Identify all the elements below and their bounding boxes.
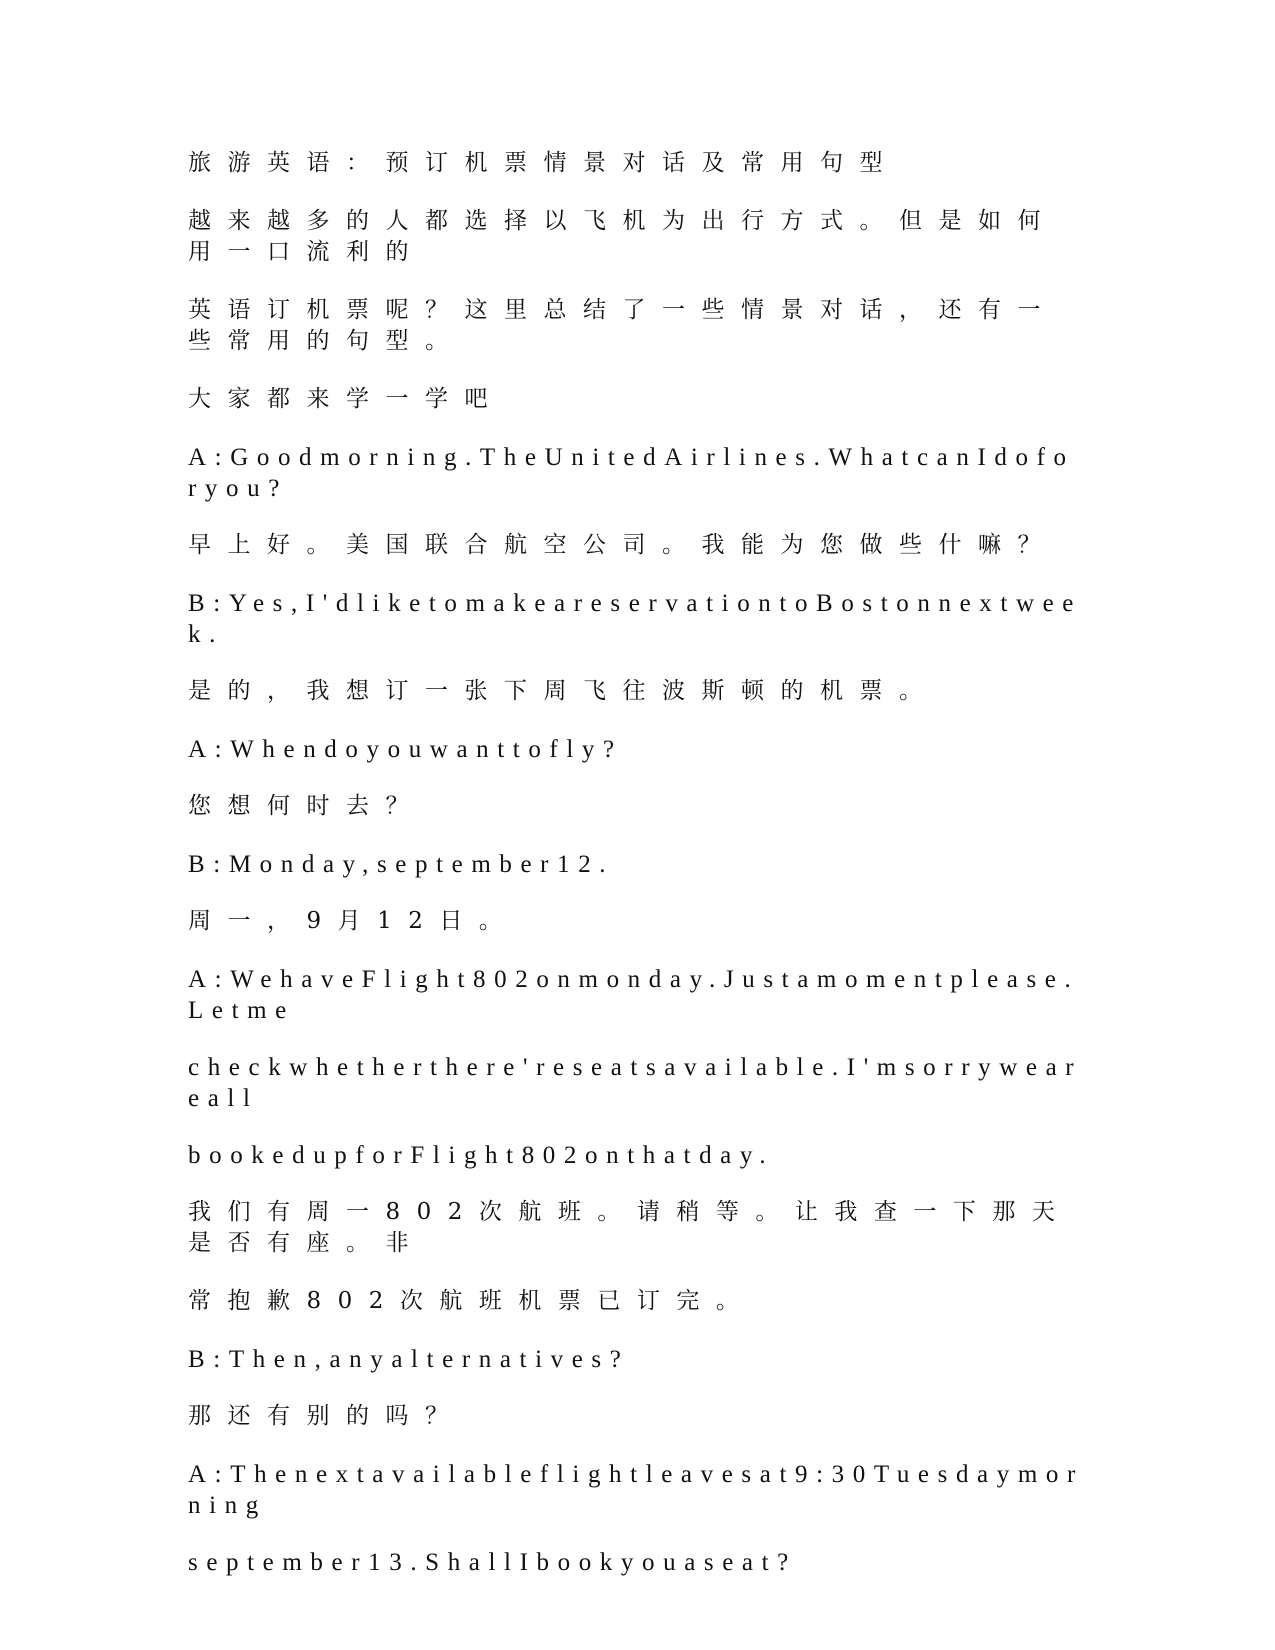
intro-paragraph-2: 英语订机票呢？这里总结了一些情景对话，还有一些常用的句型。 — [188, 297, 1057, 354]
dialogue-line: bookedupforFlight802onthatday. — [188, 1142, 775, 1169]
dialogue-line: A:Goodmorning.TheUnitedAirlines.WhatcanIdoforyou? — [188, 444, 1075, 502]
intro-paragraph-3: 大家都来学一学吧 — [188, 386, 504, 412]
dialogue-translation: 是的，我想订一张下周飞往波斯顿的机票。 — [188, 678, 939, 704]
dialogue-translation: 周一，9月12日。 — [188, 908, 519, 934]
dialogue-translation: 早上好。美国联合航空公司。我能为您做些什嘛？ — [188, 532, 1057, 558]
dialogue-line: A:Thenextavailableflightleavesat9:30Tuesdaymorning — [188, 1461, 1084, 1519]
dialogue-line: september13.ShallIbookyouaseat? — [188, 1549, 797, 1576]
dialogue-translation: 您想何时去？ — [188, 793, 425, 819]
dialogue-line: B:Then,anyalternatives? — [188, 1346, 630, 1373]
dialogue-line: B:Yes,I'dliketomakeareservationtoBostonnextweek. — [188, 590, 1082, 648]
dialogue-translation: 常抱歉802次航班机票已订完。 — [188, 1288, 756, 1314]
document-title: 旅游英语：预订机票情景对话及常用句型 — [188, 150, 899, 176]
dialogue-translation: 我们有周一802次航班。请稍等。让我查一下那天是否有座。非 — [188, 1199, 1072, 1256]
dialogue-line: A:Whendoyouwanttofly? — [188, 736, 623, 763]
intro-paragraph-1: 越来越多的人都选择以飞机为出行方式。但是如何用一口流利的 — [188, 208, 1057, 265]
dialogue-line: B:Monday,september12. — [188, 851, 615, 878]
dialogue-line: A:WehaveFlight802onmonday.Justamomentplease.Letme — [188, 966, 1080, 1024]
document-body — [188, 148, 1088, 1604]
dialogue-line: checkwhetherthere'reseatsavailable.I'msorryweareall — [188, 1054, 1083, 1112]
dialogue-translation: 那还有别的吗？ — [188, 1403, 465, 1429]
